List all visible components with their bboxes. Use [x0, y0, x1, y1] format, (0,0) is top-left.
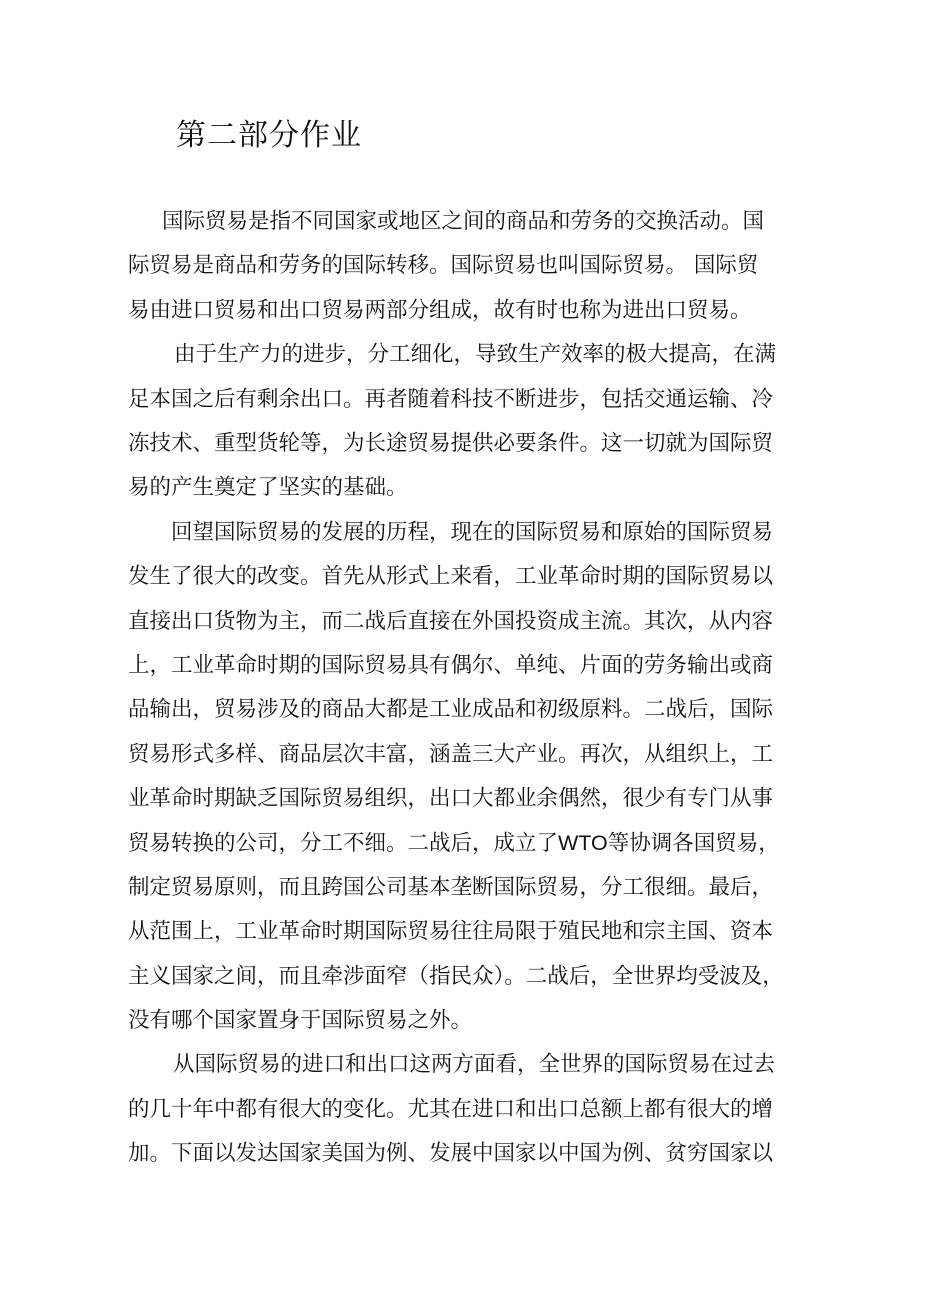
document-title: 第二部分作业: [176, 118, 362, 153]
text-line: 国际贸易是指不同国家或地区之间的商品和劳务的交换活动。国: [162, 209, 765, 234]
text-segment: WTO: [558, 831, 608, 856]
text-line: 冻技术、重型货轮等，为长途贸易提供必要条件。这一切就为国际贸: [128, 430, 774, 456]
text-segment: 等协调各国贸易，: [607, 831, 780, 857]
text-line: 的几十年中都有很大的变化。尤其在进口和出口总额上都有很大的增: [128, 1096, 774, 1122]
text-line: 没有哪个国家置身于国际贸易之外。: [128, 1008, 473, 1034]
text-line: 由于生产力的进步，分工细化，导致生产效率的极大提高，在满: [174, 342, 777, 368]
text-line: 直接出口货物为主，而二战后直接在外国投资成主流。其次，从内容: [128, 608, 774, 634]
text-line: 加。下面以发达国家美国为例、发展中国家以中国为例、贫穷国家以: [128, 1141, 774, 1167]
document-body: [128, 200, 828, 1177]
paragraph-1: [128, 200, 828, 333]
text-line: 品输出，贸易涉及的商品大都是工业成品和初级原料。二战后，国际: [128, 697, 774, 723]
text-line: 易由进口贸易和出口贸易两部分组成，故有时也称为进出口贸易。: [128, 297, 752, 323]
text-line: 贸易形式多样、商品层次丰富，涵盖三大产业。再次，从组织上，工: [128, 741, 774, 767]
text-line: [128, 821, 828, 865]
text-line: 制定贸易原则，而且跨国公司基本垄断国际贸易，分工很细。最后，: [128, 874, 774, 900]
paragraph-4: [128, 1043, 828, 1176]
text-line: 从范围上，工业革命时期国际贸易往往局限于殖民地和宗主国、资本: [128, 919, 774, 945]
text-line: 业革命时期缺乏国际贸易组织，出口大都业余偶然，很少有专门从事: [128, 786, 774, 812]
text-segment: 贸易转换的公司，分工不细。二战后，成立了: [128, 831, 559, 857]
text-line: 从国际贸易的进口和出口这两方面看，全世界的国际贸易在过去: [173, 1052, 776, 1078]
text-line: 上，工业革命时期的国际贸易具有偶尔、单纯、片面的劳务输出或商: [128, 652, 774, 678]
text-line: 发生了很大的改变。首先从形式上来看，工业革命时期的国际贸易以: [128, 564, 774, 590]
text-line: 主义国家之间，而且牵涉面窄（指民众）。二战后，全世界均受波及，: [128, 963, 784, 989]
paragraph-3: [128, 511, 828, 1044]
text-line: 际贸易是商品和劳务的国际转移。国际贸易也叫国际贸易。 国际贸: [128, 253, 759, 279]
text-line: 易的产生奠定了坚实的基础。: [128, 475, 408, 501]
text-line: 回望国际贸易的发展的历程，现在的国际贸易和原始的国际贸易: [171, 519, 774, 545]
paragraph-2: [128, 333, 828, 511]
text-line: 足本国之后有剩余出口。再者随着科技不断进步，包括交通运输、冷: [128, 386, 774, 412]
